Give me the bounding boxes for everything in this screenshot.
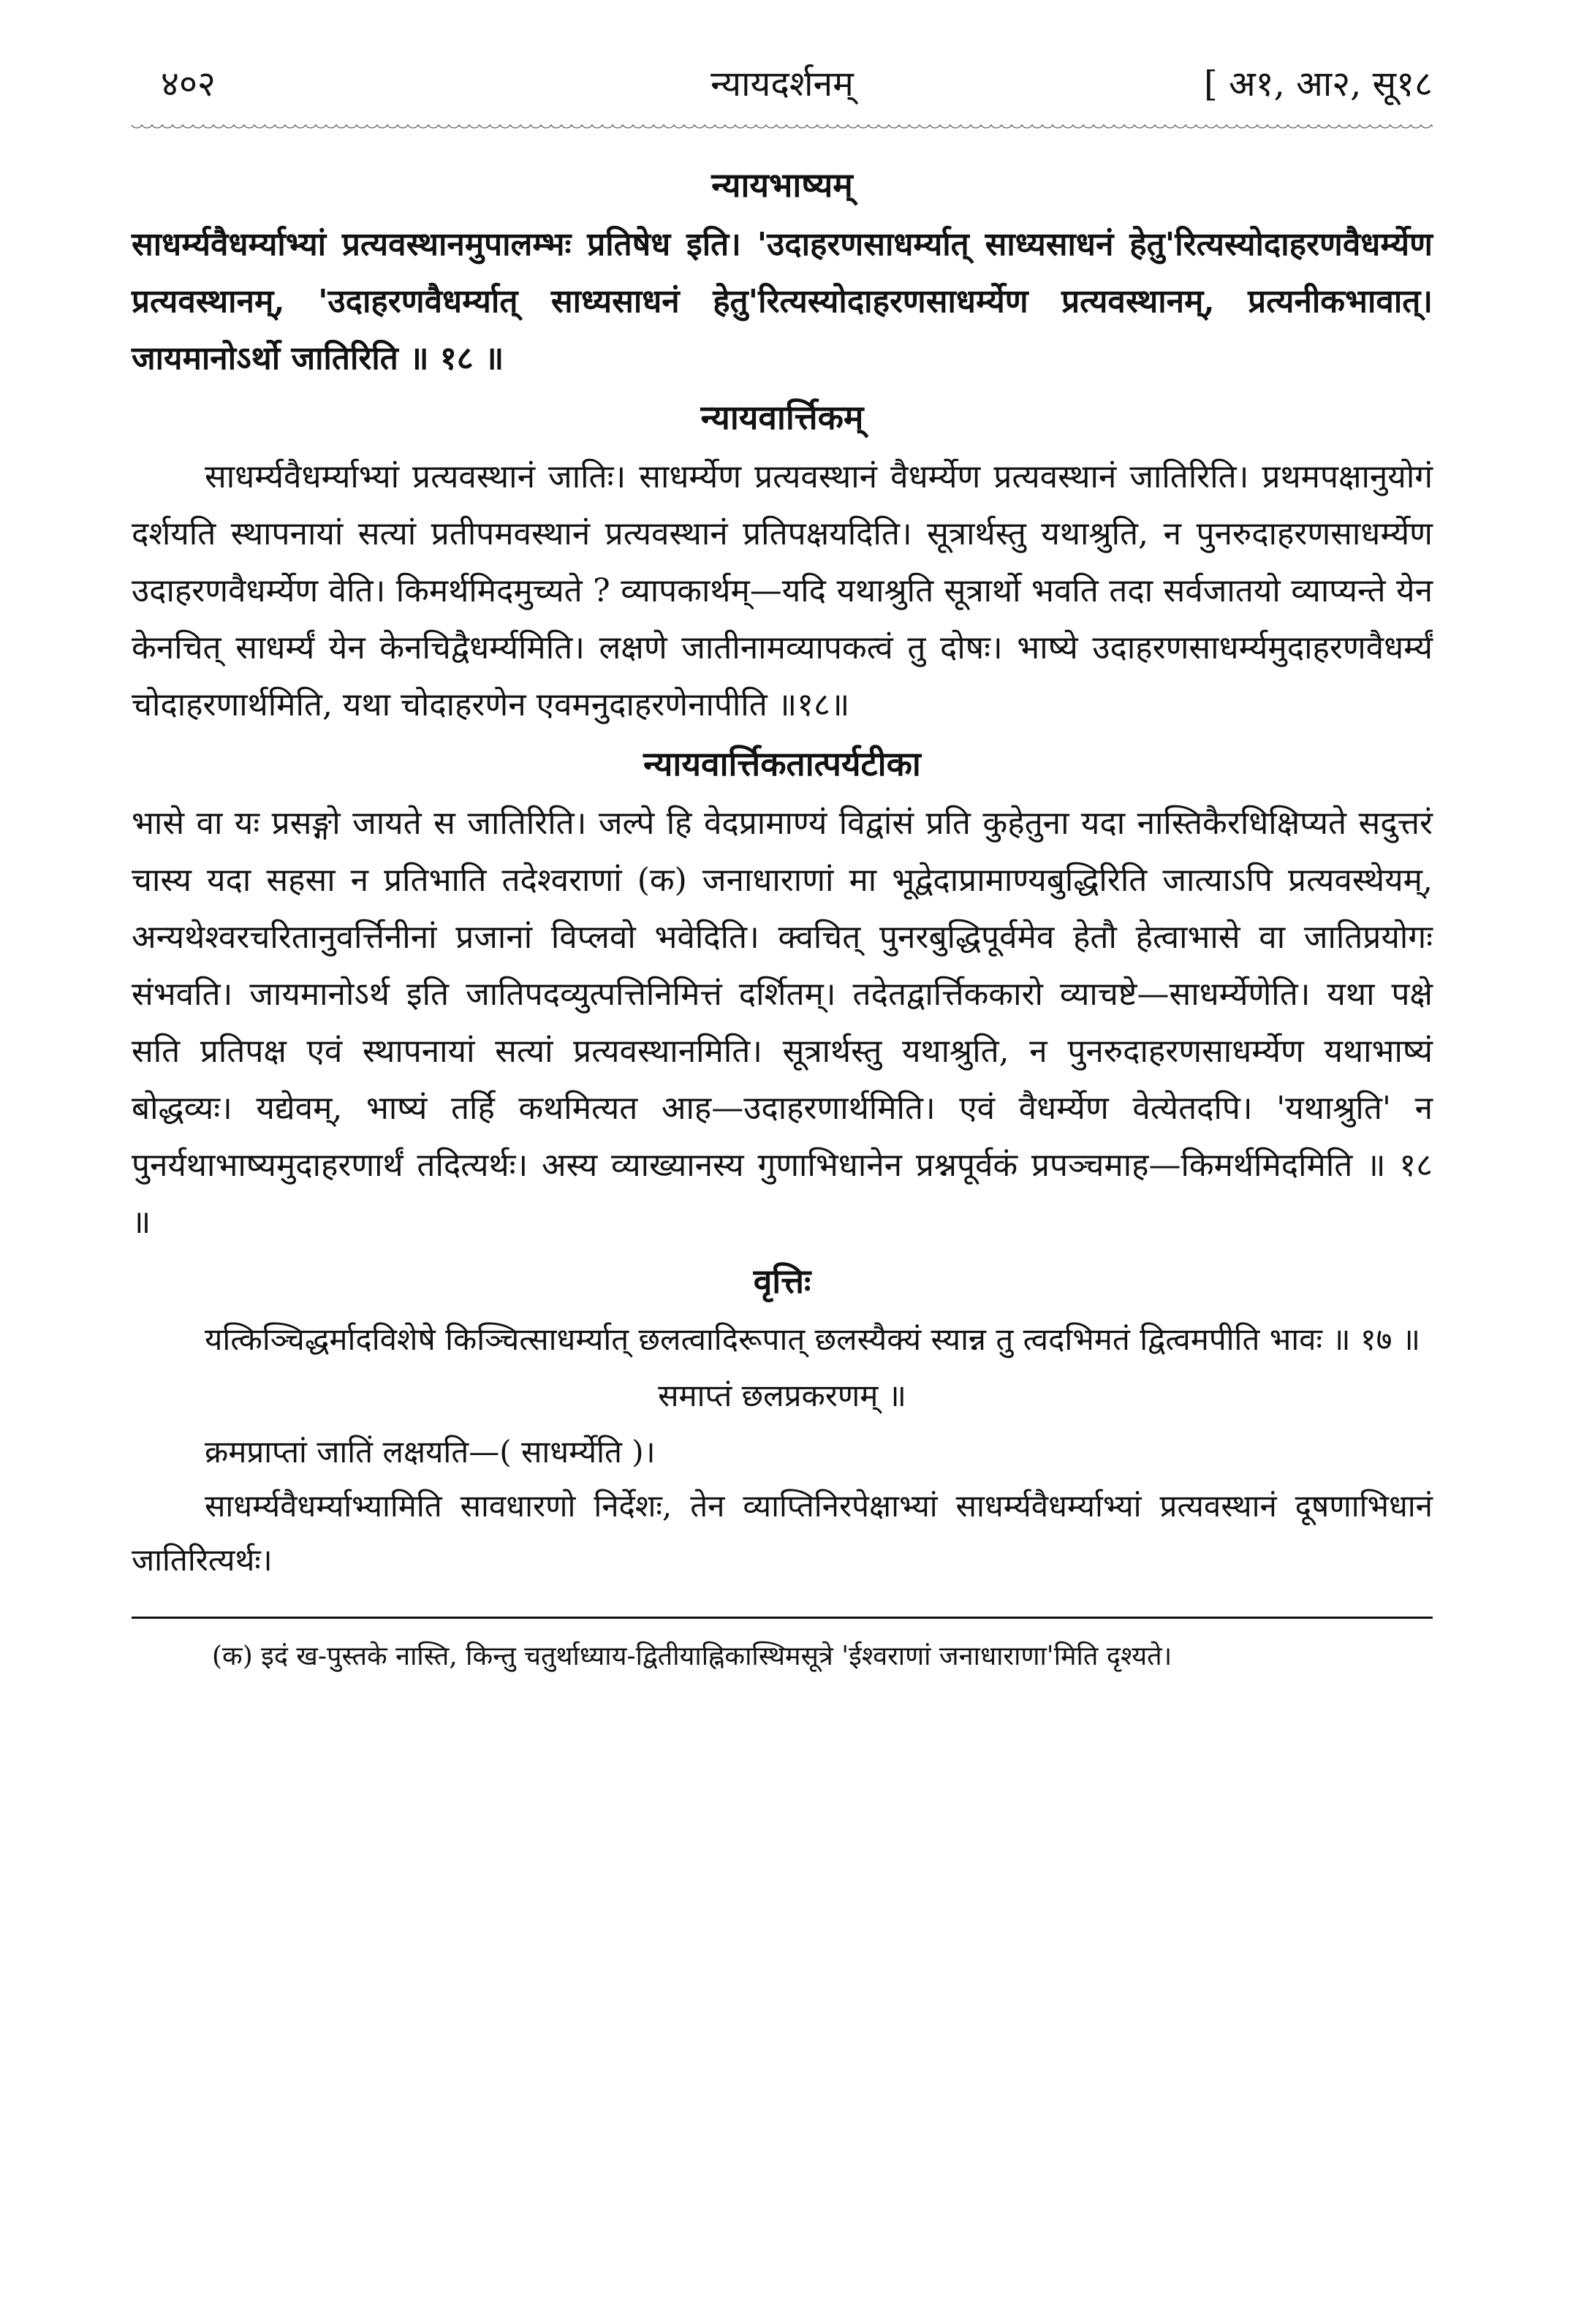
varttika-title: न्यायवार्त्तिकम्: [700, 398, 864, 437]
tika-title: न्यायवार्त्तिकतात्पर्यटीका: [643, 744, 921, 783]
vrtti-para-3: साधर्म्यवैधर्म्याभ्यामिति सावधारणो निर्देशः, तेन व्याप्तिनिरपेक्षाभ्यां साधर्म्यवैधर्म्याभ्यां प्रत्यवस्थानं दूषणाभिधानं जातिरित्यर्थः।: [132, 1488, 1433, 1578]
tika-section: [132, 738, 1433, 1251]
footnote: (क) इदं ख-पुस्तके नास्ति, किन्तु चतुर्थाध्याय-द्वितीयाह्निकास्थिमसूत्रे 'ईश्वराणां जनाधाराणा'मिति दृश्यते।: [212, 1641, 1172, 1671]
vrtti-section: [132, 1256, 1433, 1587]
vrtti-para-2: क्रमप्राप्तां जातिं लक्षयति—( साधर्म्येति )।: [205, 1434, 656, 1470]
header-wavy-rule: [132, 124, 1433, 134]
tika-text: भासे वा यः प्रसङ्गो जायते स जातिरिति। जल्पे हि वेदप्रामाण्यं विद्वांसं प्रति कुहेतुना यदा नास्तिकैरधिक्षिप्यते सदुत्तरं चास्य यदा सहसा न प्रतिभाति तदेश्वराणां (क) जनाधाराणां मा भूद्वेदाप्रामाण्यबुद्धिरिति जात्याऽपि प्रत्यवस्थेयम्, अन्यथेश्वरचरितानुवर्त्तिनीनां प्रजानां विप्लवो भवेदिति। क्वचित् पुनरबुद्धिपूर्वमेव हेतौ हेत्वाभासे वा जातिप्रयोगः संभवति। जायमानोऽर्थ इति जातिपदव्युत्पत्तिनिमित्तं दर्शितम्। तदेतद्वार्त्तिककारो व्याचष्टे—साधर्म्येणेति। यथा पक्षे सति प्रतिपक्ष एवं स्थापनायां सत्यां प्रत्यवस्थानमिति। सूत्रार्थस्तु यथाश्रुति, न पुनरुदाहरणसाधर्म्येण यथाभाष्यं बोद्धव्यः। यद्येवम्, भाष्यं तर्हि कथमित्यत आह—उदाहरणार्थमिति। एवं वैधर्म्येण वेत्येतदपि। 'यथाश्रुति' न पुनर्यथाभाष्यमुदाहरणार्थं तदित्यर्थः। अस्य व्याख्यानस्य गुणाभिधानेन प्रश्नपूर्वकं प्रपञ्चमाह—किमर्थमिदमिति ॥ १८ ॥: [132, 805, 1433, 1241]
vrtti-closing-line: समाप्तं छलप्रकरणम् ॥: [658, 1378, 906, 1413]
vrtti-para-1: यत्किञ्चिद्धर्मादविशेषे किञ्चित्साधर्म्यात् छलत्वादिरूपात् छलस्यैक्यं स्यान्न तु त्वदभिमतं द्वित्वमपीति भावः ॥ १७ ॥: [205, 1321, 1421, 1357]
varttika-section: [132, 392, 1433, 734]
bhashya-text: साधर्म्यवैधर्म्याभ्यां प्रत्यवस्थानमुपालम्भः प्रतिषेध इति। 'उदाहरणसाधर्म्यात् साध्यसाधनं हेतु'रित्यस्योदाहरणवैधर्म्येण प्रत्यवस्थानम्, 'उदाहरणवैधर्म्यात् साध्यसाधनं हेतु'रित्यस्योदाहरणसाधर्म्येण प्रत्यवस्थानम्, प्रत्यनीकभावात्। जायमानोऽर्थो जातिरिति ॥ १८ ॥: [132, 226, 1433, 377]
vrtti-title: वृत्तिः: [753, 1261, 811, 1301]
varttika-text: साधर्म्यवैधर्म्याभ्यां प्रत्यवस्थानं जातिः। साधर्म्येण प्रत्यवस्थानं वैधर्म्येण प्रत्यवस्थानं जातिरिति। प्रथमपक्षानुयोगं दर्शयति स्थापनायां सत्यां प्रतीपमवस्थानं प्रत्यवस्थानं प्रतिपक्षयदिति। सूत्रार्थस्तु यथाश्रुति, न पुनरुदाहरणसाधर्म्येण उदाहरणवैधर्म्येण वेति। किमर्थमिदमुच्यते ? व्यापकार्थम्—यदि यथाश्रुति सूत्रार्थो भवति तदा सर्वजातयो व्याप्यन्ते येन केनचित् साधर्म्यं येन केनचिद्वैधर्म्यमिति। लक्षणे जातीनामव्यापकत्वं तु दोषः। भाष्ये उदाहरणसाधर्म्यमुदाहरणवैधर्म्यं चोदाहरणार्थमिति, यथा चोदाहरणेन एवमनुदाहरणेनापीति ॥१८॥: [132, 458, 1433, 724]
running-title: न्यायदर्शनम्: [710, 64, 854, 105]
bhashya-title: न्यायभाष्यम्: [711, 165, 853, 205]
section-reference: [ अ१, आ२, सू१८: [1203, 64, 1433, 105]
page-number: ४०२: [161, 64, 216, 105]
document-page: [132, 44, 1433, 1677]
footnote-rule: [132, 1617, 1433, 1619]
bhashya-section: [132, 159, 1433, 387]
page-header: [132, 44, 1433, 124]
